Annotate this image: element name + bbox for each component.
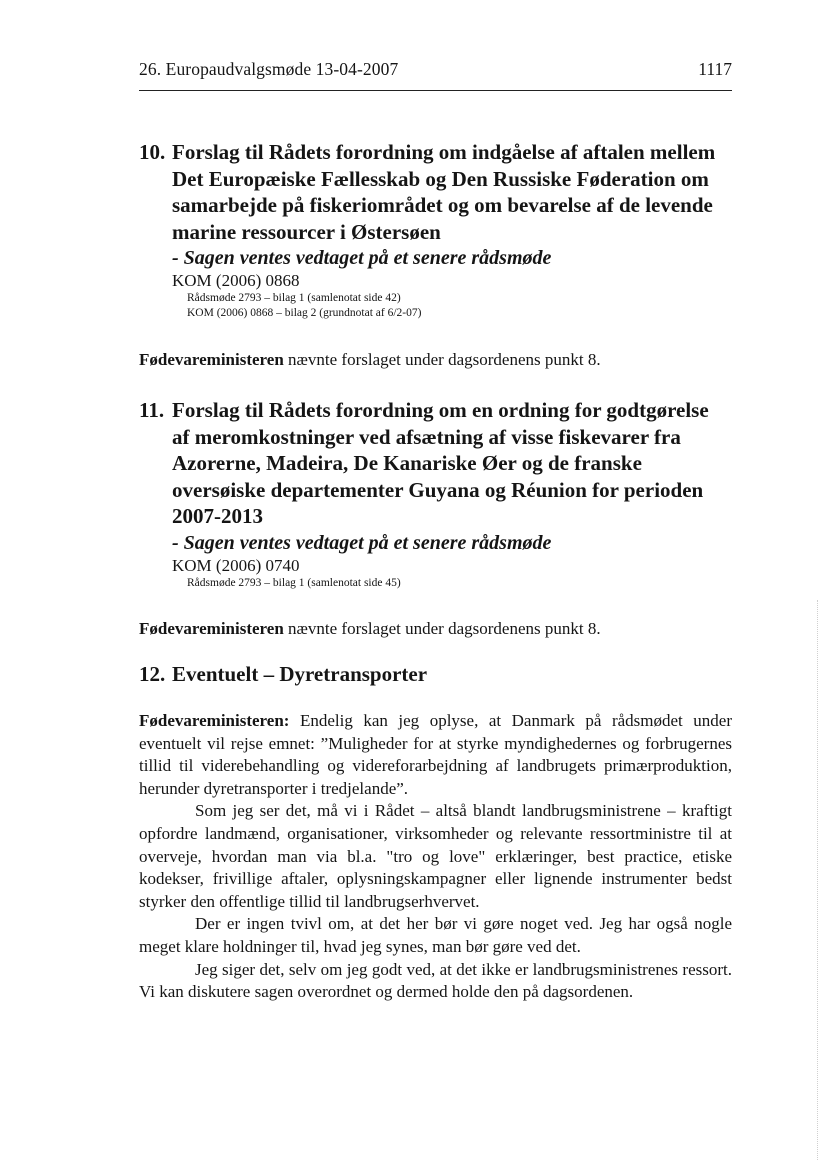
statement-paragraph: Der er ingen tvivl om, at det her bør vi gøre noget ved. Jeg har også nogle meget klare holdninger til, hvad jeg synes, man bør gøre ved det. xyxy=(139,914,732,956)
annex-reference: KOM (2006) 0868 – bilag 2 (grundnotat af 6/2-07) xyxy=(187,307,422,319)
statement-paragraph: Som jeg ser det, må vi i Rådet – altså blandt landbrugsministrene – kraftigt opfordre landmænd, organisationer, virksomheder og relevante ressortministre til at overveje, hvordan man via bl.a. "tro og love" erklæringer, best practice, etiske kodekser, frivillige aftaler, oplysningskampagner eller lignende instrumenter bedst styrker den offentlige tillid til landbrugserhvervet. xyxy=(139,801,732,911)
paragraph-text: Endelig kan jeg oplyse, at Danmark på rådsmødet under eventuelt vil rejse emnet: ”Muligheder for at styrke myndighedernes og forbrugernes tillid til viderebehandling og videreforarbejdning af landbrugets primærproduktion, herunder dyretransporter i tredjelande”. xyxy=(139,711,732,798)
annex-reference: Rådsmøde 2793 – bilag 1 (samlenotat side 45) xyxy=(187,576,401,589)
minister-statement xyxy=(139,710,732,1004)
item-status: - Sagen ventes vedtaget på et senere rådsmøde xyxy=(172,531,552,554)
meeting-title: 26. Europaudvalgsmøde 13-04-2007 xyxy=(139,59,399,79)
page-header xyxy=(139,59,732,85)
title-line: 2007-2013 xyxy=(172,504,263,528)
page-number: 1117 xyxy=(698,59,732,79)
item-title xyxy=(139,139,739,245)
item-title xyxy=(139,661,739,688)
remark-text: nævnte forslaget under dagsordenens punkt 8. xyxy=(283,619,601,638)
statement-paragraph xyxy=(139,710,732,800)
title-line: Forslag til Rådets forordning om en ordning for godtgørelse xyxy=(172,398,709,422)
title-line: Forslag til Rådets forordning om indgåelse af aftalen mellem xyxy=(172,140,716,164)
agenda-item-10 xyxy=(139,139,739,321)
speaker-name: Fødevareministeren: xyxy=(139,711,290,730)
statement-paragraph: Jeg siger det, selv om jeg godt ved, at det ikke er landbrugsministrenes ressort. Vi kan diskutere sagen overordnet og dermed holde den på dagsordenen. xyxy=(139,959,732,1002)
speaker-name: Fødevareministeren xyxy=(139,350,284,369)
item-title xyxy=(139,397,739,530)
document-reference: KOM (2006) 0740 xyxy=(172,555,300,575)
scan-edge-artifact xyxy=(817,600,819,1160)
title-line: Det Europæiske Fællesskab og Den Russiske Føderation om xyxy=(172,166,709,191)
speaker-name: Fødevareministeren xyxy=(139,619,284,638)
item-number: 11. xyxy=(139,398,165,422)
document-reference: KOM (2006) 0868 xyxy=(172,271,300,290)
item-number: 12. xyxy=(139,662,166,686)
title-line: oversøiske departementer Guyana og Réunion for perioden xyxy=(172,477,704,502)
agenda-item-12 xyxy=(139,661,739,688)
item-10-remark xyxy=(139,348,732,371)
header-rule xyxy=(139,90,732,91)
item-status: - Sagen ventes vedtaget på et senere rådsmøde xyxy=(172,247,552,269)
title-line: Eventuelt – Dyretransporter xyxy=(172,662,428,686)
title-line: samarbejde på fiskeriområdet og om bevarelse af de levende xyxy=(172,193,713,217)
title-line: Azorerne, Madeira, De Kanariske Øer og de franske xyxy=(172,451,642,475)
agenda-item-11 xyxy=(139,397,739,591)
item-number: 10. xyxy=(139,140,166,164)
annex-reference: Rådsmøde 2793 – bilag 1 (samlenotat side 42) xyxy=(187,292,401,304)
title-line: af meromkostninger ved afsætning af visse fiskevarer fra xyxy=(172,424,681,449)
remark-text: nævnte forslaget under dagsordenens punkt 8. xyxy=(283,350,601,369)
item-11-remark xyxy=(139,617,732,640)
title-line: marine ressourcer i Østersøen xyxy=(172,219,441,244)
